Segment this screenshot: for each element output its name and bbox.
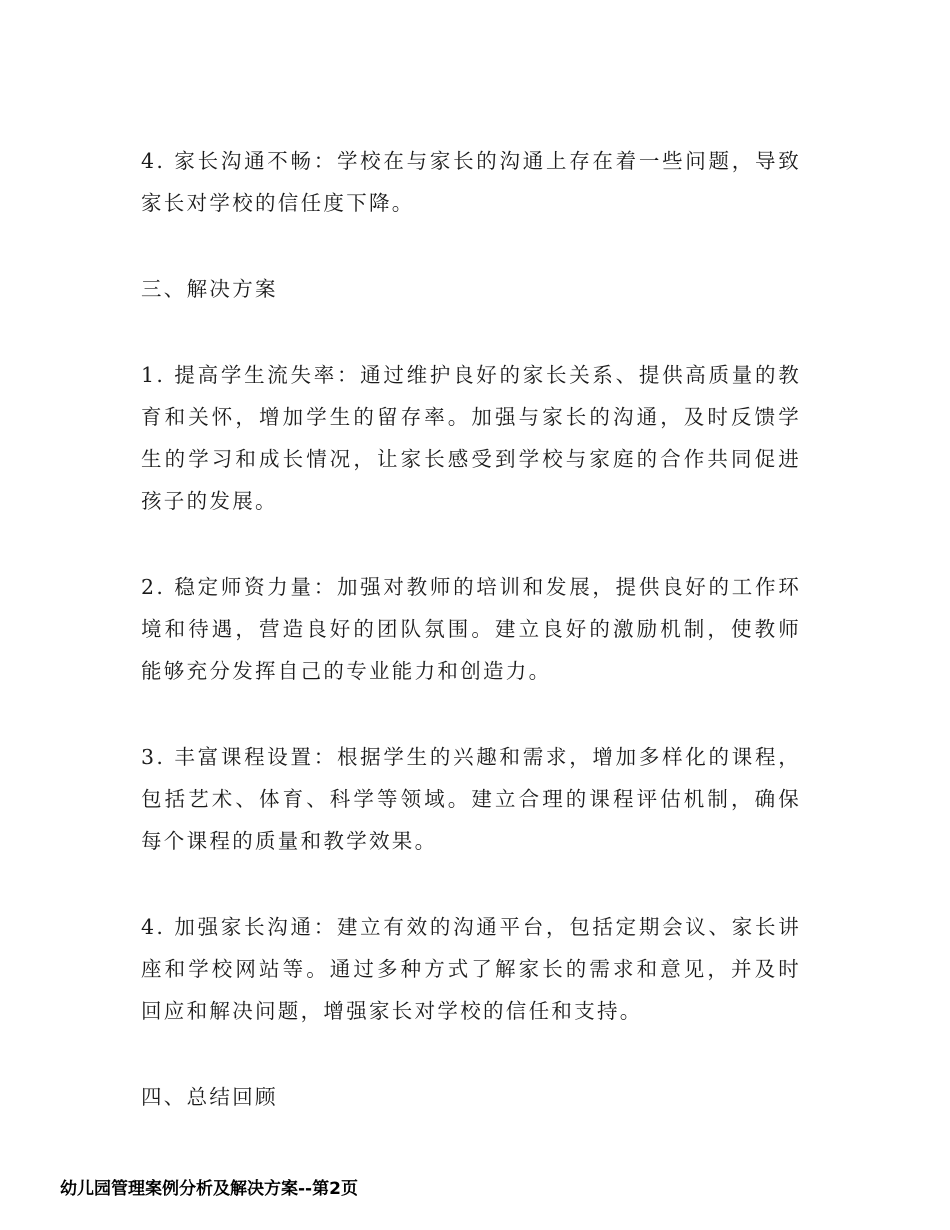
paragraph-solution-2: 2. 稳定师资力量：加强对教师的培训和发展，提供良好的工作环境和待遇，营造良好的团队氛围。建立良好的激励机制，使教师能够充分发挥自己的专业能力和创造力。 bbox=[141, 575, 801, 683]
paragraph-solution-4: 4. 加强家长沟通：建立有效的沟通平台，包括定期会议、家长讲座和学校网站等。通过多种方式了解家长的需求和意见，并及时回应和解决问题，增强家长对学校的信任和支持。 bbox=[141, 915, 801, 1023]
paragraph-parent-communication-issue: 4. 家长沟通不畅：学校在与家长的沟通上存在着一些问题，导致家长对学校的信任度下降。 bbox=[141, 149, 801, 215]
document-body bbox=[141, 140, 801, 1118]
page-footer: 幼儿园管理案例分析及解决方案--第2页 bbox=[60, 1179, 358, 1199]
section-heading-solutions: 三、解决方案 bbox=[141, 277, 278, 301]
paragraph-solution-1: 1. 提高学生流失率：通过维护良好的家长关系、提供高质量的教育和关怀，增加学生的留存率。加强与家长的沟通，及时反馈学生的学习和成长情况，让家长感受到学校与家庭的合作共同促进孩子的发展。 bbox=[141, 363, 801, 513]
section-heading-summary: 四、总结回顾 bbox=[141, 1085, 278, 1109]
paragraph-solution-3: 3. 丰富课程设置：根据学生的兴趣和需求，增加多样化的课程，包括艺术、体育、科学等领域。建立合理的课程评估机制，确保每个课程的质量和教学效果。 bbox=[141, 745, 801, 853]
